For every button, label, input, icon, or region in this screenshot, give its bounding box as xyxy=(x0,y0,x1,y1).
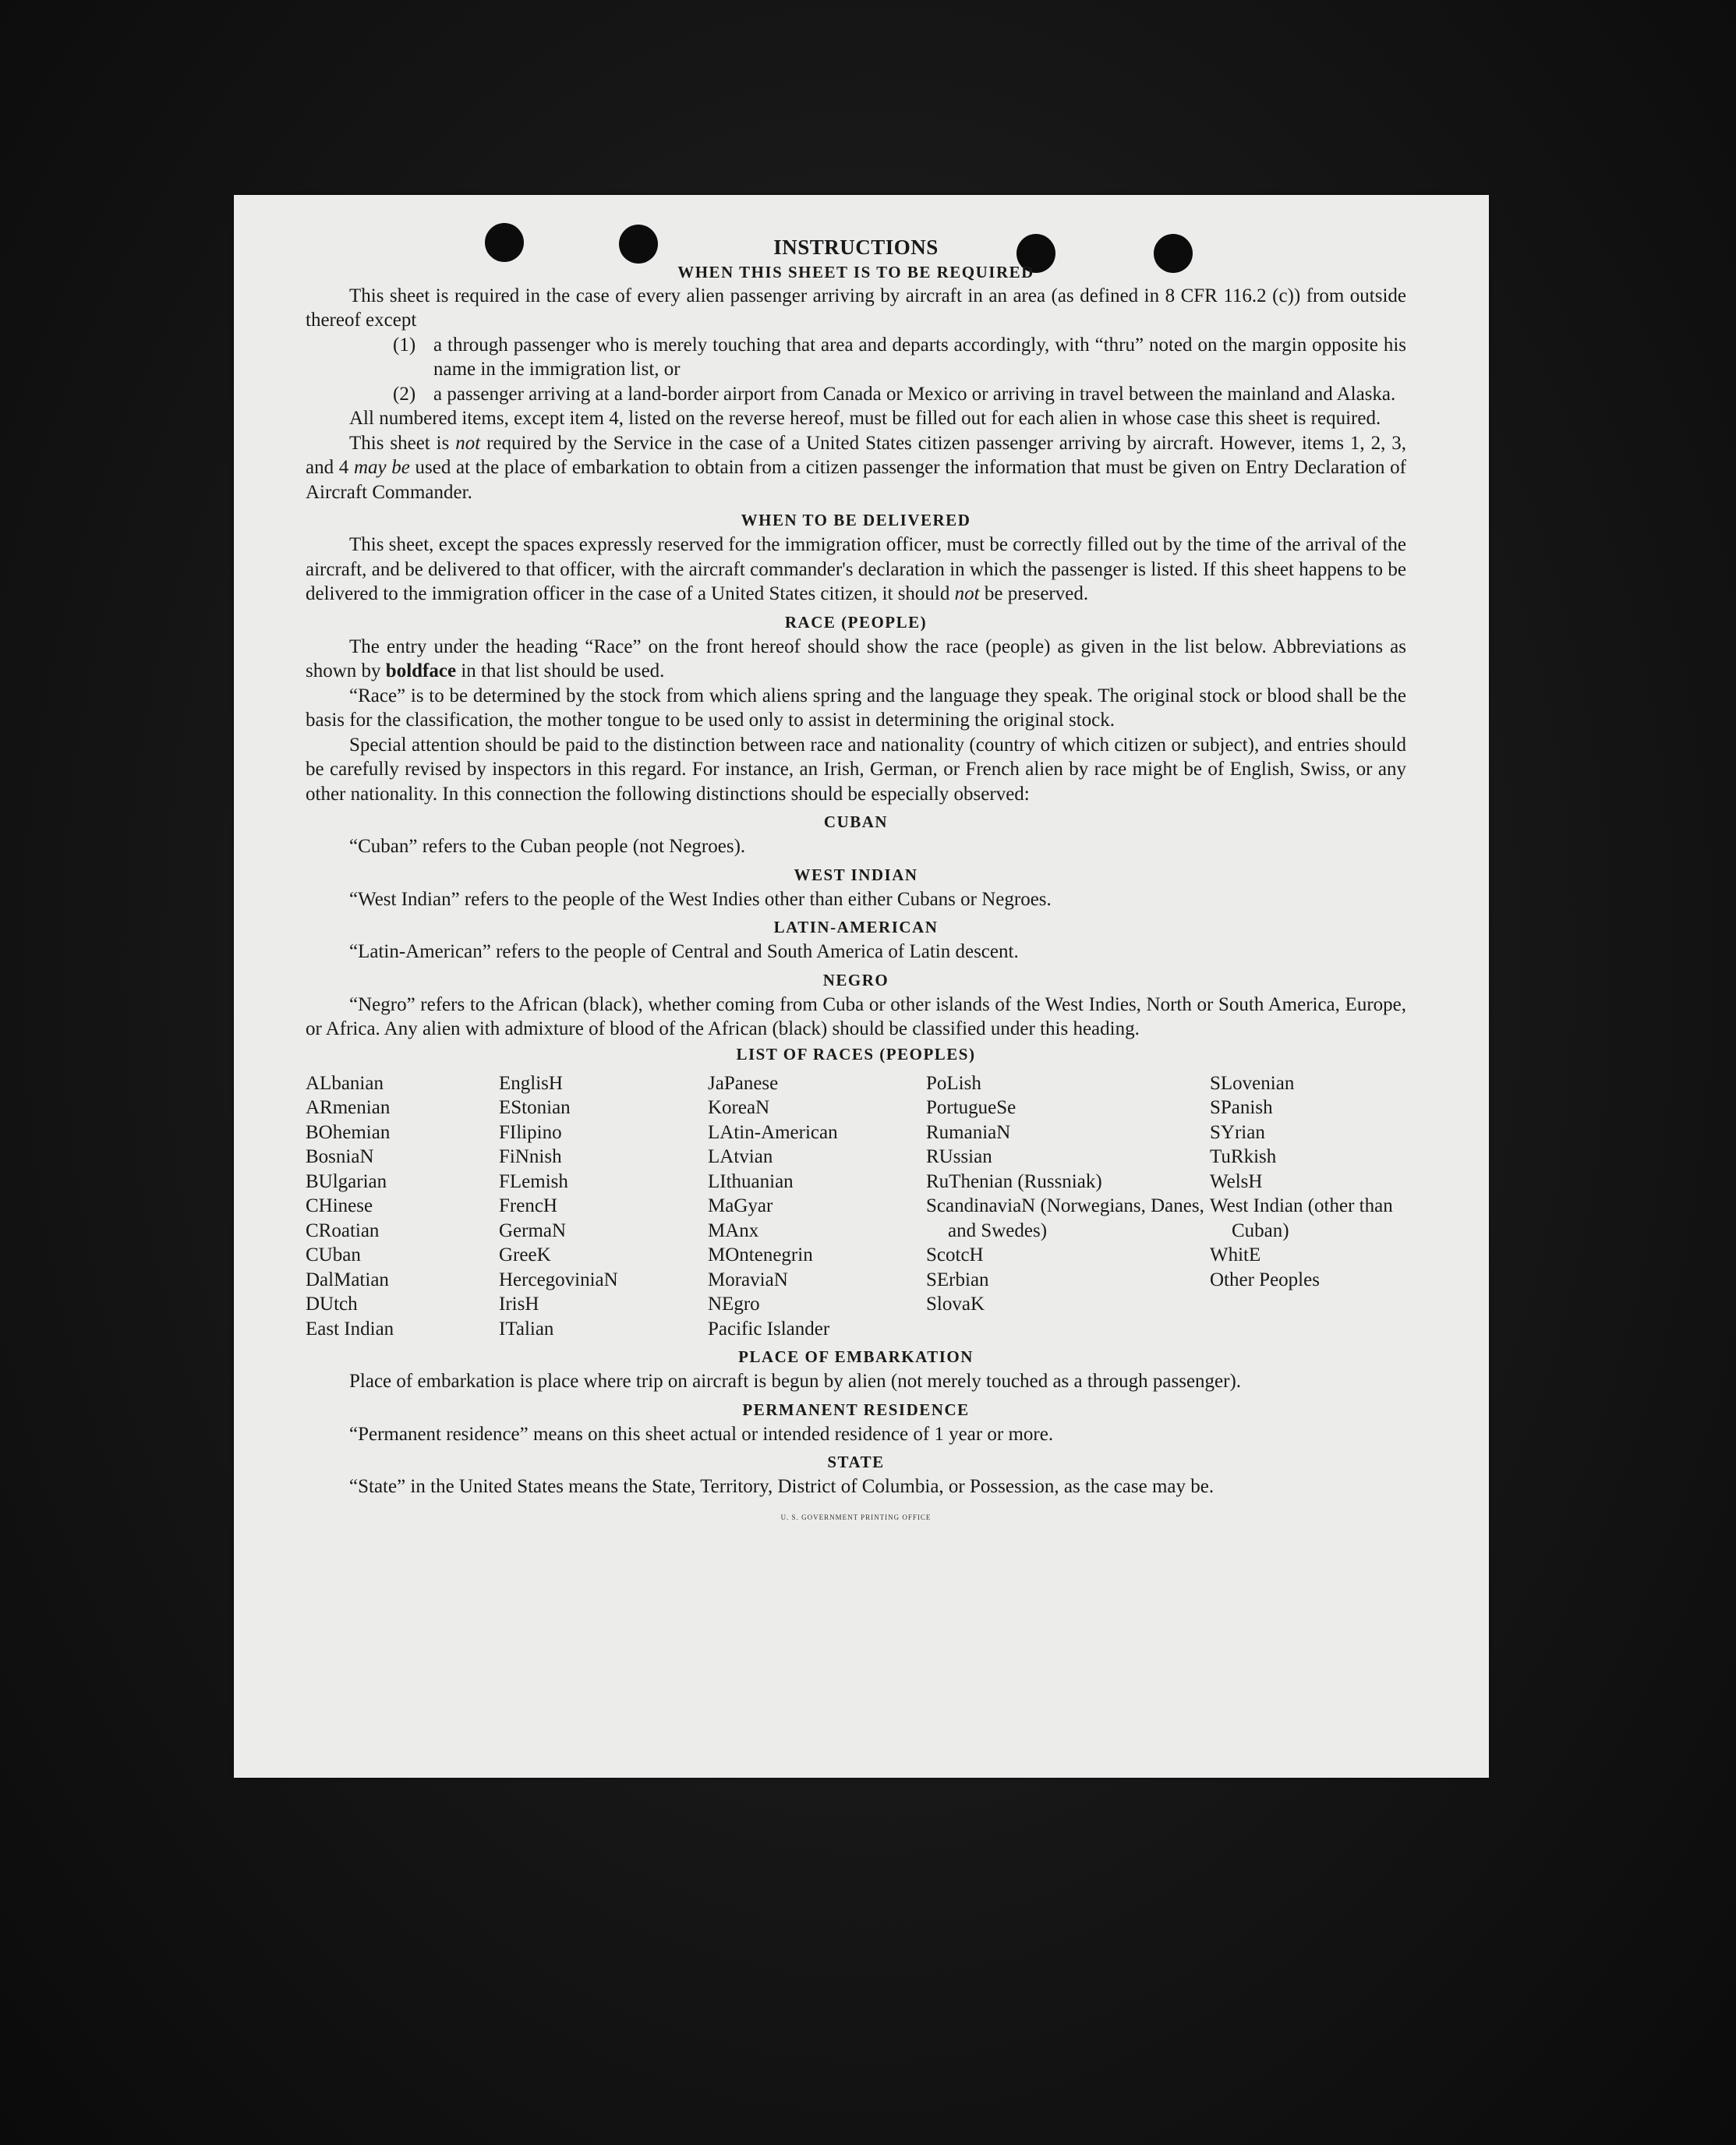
paragraph-west-indian: “West Indian” refers to the people of the West Indies other than either Cubans or Negroes. xyxy=(349,888,1052,910)
race-entry: ScotcH xyxy=(926,1244,984,1265)
paragraph-delivered: This sheet, except the spaces expressly reserved for the immigration officer, must be correctly filled out by the time of the arrival of the aircraft, and be delivered to that officer, with the aircraft commander's declaration in which the passenger is listed. If this sheet happens to be delivered to the immigration officer in the case of a United States citizen, it should not be preserved. xyxy=(306,534,1406,604)
race-entry: JaPanese xyxy=(708,1072,779,1094)
paragraph-negro: “Negro” refers to the African (black), whether coming from Cuba or other islands of the West Indies, North or South America, Europe, or Africa. Any alien with admixture of blood of the African (black) should be classified under this heading. xyxy=(306,993,1406,1039)
sheet-content xyxy=(306,234,1406,1530)
race-entry: RuThenian (Russniak) xyxy=(926,1170,1102,1192)
race-entry: CHinese xyxy=(306,1195,373,1216)
section-heading-embarkation: PLACE OF EMBARKATION xyxy=(738,1347,974,1366)
section-heading-permanent-residence: PERMANENT RESIDENCE xyxy=(742,1400,970,1419)
race-column xyxy=(499,1071,708,1342)
race-entry: KoreaN xyxy=(708,1097,770,1118)
race-entry: CRoatian xyxy=(306,1219,380,1241)
race-entry: MaGyar xyxy=(708,1195,773,1216)
race-entry: SPanish xyxy=(1210,1097,1273,1118)
race-entry: Pacific Islander xyxy=(708,1318,830,1340)
race-column xyxy=(1210,1071,1406,1342)
race-entry: PoLish xyxy=(926,1072,981,1094)
paragraph-embarkation: Place of embarkation is place where trip on aircraft is begun by alien (not merely touched as a through passenger). xyxy=(349,1371,1242,1392)
race-entry: RUssian xyxy=(926,1146,992,1167)
list-item xyxy=(393,382,1406,407)
paragraph-race-nationality: Special attention should be paid to the distinction between race and nationality (country of which citizen or subject), and entries should be carefully revised by inspectors in this regard. For instance, an Irish, German, or French alien by race might be of English, Swiss, or any other nationality. In this connection the following distinctions should be especially observed: xyxy=(306,734,1406,805)
race-entry: RumaniaN xyxy=(926,1121,1011,1143)
race-entry: LIthuanian xyxy=(708,1170,794,1192)
race-entry: BOhemian xyxy=(306,1121,391,1143)
list-item xyxy=(393,333,1406,382)
race-entry: SLovenian xyxy=(1210,1072,1295,1094)
race-column xyxy=(708,1071,926,1342)
section-heading-latin-american: LATIN-AMERICAN xyxy=(773,918,939,936)
race-entry: HercegoviniaN xyxy=(499,1269,618,1290)
section-heading-race: RACE (PEOPLE) xyxy=(784,612,928,632)
race-entry: EnglisH xyxy=(499,1072,563,1094)
item-text: a through passenger who is merely touching that area and departs accordingly, with “thru” noted on the margin opposite his name in the immigration list, or xyxy=(433,334,1406,380)
printer-imprint: U. S. GOVERNMENT PRINTING OFFICE xyxy=(780,1513,932,1521)
race-entry: ALbanian xyxy=(306,1072,384,1094)
race-entry: MOntenegrin xyxy=(708,1244,813,1265)
instruction-sheet xyxy=(234,195,1489,1778)
section-heading-state: STATE xyxy=(827,1453,885,1471)
race-entry: BosniaN xyxy=(306,1146,374,1167)
race-entry: WelsH xyxy=(1210,1170,1263,1192)
race-entry: LAtin-American xyxy=(708,1121,838,1143)
race-entry: ARmenian xyxy=(306,1097,391,1118)
item-number: (1) xyxy=(393,334,416,356)
race-entry: GermaN xyxy=(499,1219,567,1241)
section-heading-west-indian: WEST INDIAN xyxy=(794,865,918,884)
race-entry: BUlgarian xyxy=(306,1170,387,1192)
race-entry: SYrian xyxy=(1210,1121,1265,1143)
race-entry: IrisH xyxy=(499,1294,539,1315)
race-entry: East Indian xyxy=(306,1318,394,1340)
race-entry: LAtvian xyxy=(708,1146,773,1167)
race-column xyxy=(926,1071,1210,1342)
race-entry: FiNnish xyxy=(499,1146,562,1167)
race-entry: FrencH xyxy=(499,1195,557,1216)
race-entry: PortugueSe xyxy=(926,1097,1016,1118)
race-entry: CUban xyxy=(306,1244,361,1265)
race-entry: EStonian xyxy=(499,1097,571,1118)
section-heading-negro: NEGRO xyxy=(822,970,889,989)
paragraph-required: This sheet is required in the case of every alien passenger arriving by aircraft in an area (as defined in 8 CFR 116.2 (c)) from outside thereof except xyxy=(306,285,1406,331)
race-entry: DUtch xyxy=(306,1294,358,1315)
section-heading-delivered: WHEN TO BE DELIVERED xyxy=(741,511,971,529)
race-entry: MoraviaN xyxy=(708,1269,788,1290)
race-entry: ITalian xyxy=(499,1318,554,1340)
race-entry: DalMatian xyxy=(306,1269,389,1290)
paragraph-latin-american: “Latin-American” refers to the people of Central and South America of Latin descent. xyxy=(349,941,1019,962)
race-entry: West Indian (other than Cuban) xyxy=(1210,1195,1393,1241)
section-heading-required: WHEN THIS SHEET IS TO BE REQUIRED xyxy=(677,262,1034,281)
race-entry: WhitE xyxy=(1210,1244,1261,1265)
paragraph-state: “State” in the United States means the State, Territory, District of Columbia, or Possession, as the case may be. xyxy=(349,1476,1214,1497)
page-title: INSTRUCTIONS xyxy=(773,235,939,259)
paragraph-race-entry: The entry under the heading “Race” on the front hereof should show the race (people) as given in the list below. Abbreviations as shown by boldface in that list should be used. xyxy=(306,635,1406,681)
race-column xyxy=(306,1071,499,1342)
item-number: (2) xyxy=(393,383,416,405)
race-entry: FIlipino xyxy=(499,1121,562,1143)
section-heading-race-list: LIST OF RACES (PEOPLES) xyxy=(736,1044,976,1064)
paragraph-permanent-residence: “Permanent residence” means on this sheet actual or intended residence of 1 year or more. xyxy=(349,1423,1054,1445)
race-entry: TuRkish xyxy=(1210,1146,1277,1167)
paragraph-cuban: “Cuban” refers to the Cuban people (not Negroes). xyxy=(349,836,746,857)
paragraph-citizen: This sheet is not required by the Service in the case of a United States citizen passenger arriving by aircraft. However, items 1, 2, 3, and 4 may be used at the place of embarkation to obtain from a citizen passenger the information that must be given on Entry Declaration of Aircraft Commander. xyxy=(306,432,1407,503)
race-entry: Other Peoples xyxy=(1210,1269,1320,1290)
paragraph-race-stock: “Race” is to be determined by the stock from which aliens spring and the language they speak. The original stock or blood shall be the basis for the classification, the mother tongue to be used only to assist in determining the original stock. xyxy=(306,685,1406,731)
race-entry: MAnx xyxy=(708,1219,759,1241)
race-list xyxy=(306,1071,1406,1342)
race-entry: SlovaK xyxy=(926,1294,985,1315)
paragraph-numbered-items: All numbered items, except item 4, listed on the reverse hereof, must be filled out for each alien in whose case this sheet is required. xyxy=(349,408,1381,429)
race-entry: NEgro xyxy=(708,1294,760,1315)
race-entry: GreeK xyxy=(499,1244,551,1265)
section-heading-cuban: CUBAN xyxy=(823,812,889,831)
race-entry: SErbian xyxy=(926,1269,989,1290)
race-entry: FLemish xyxy=(499,1170,568,1192)
race-entry: ScandinaviaN (Norwegians, Danes, and Swedes) xyxy=(926,1195,1204,1241)
item-text: a passenger arriving at a land-border airport from Canada or Mexico or arriving in travel between the mainland and Alaska. xyxy=(433,383,1396,405)
